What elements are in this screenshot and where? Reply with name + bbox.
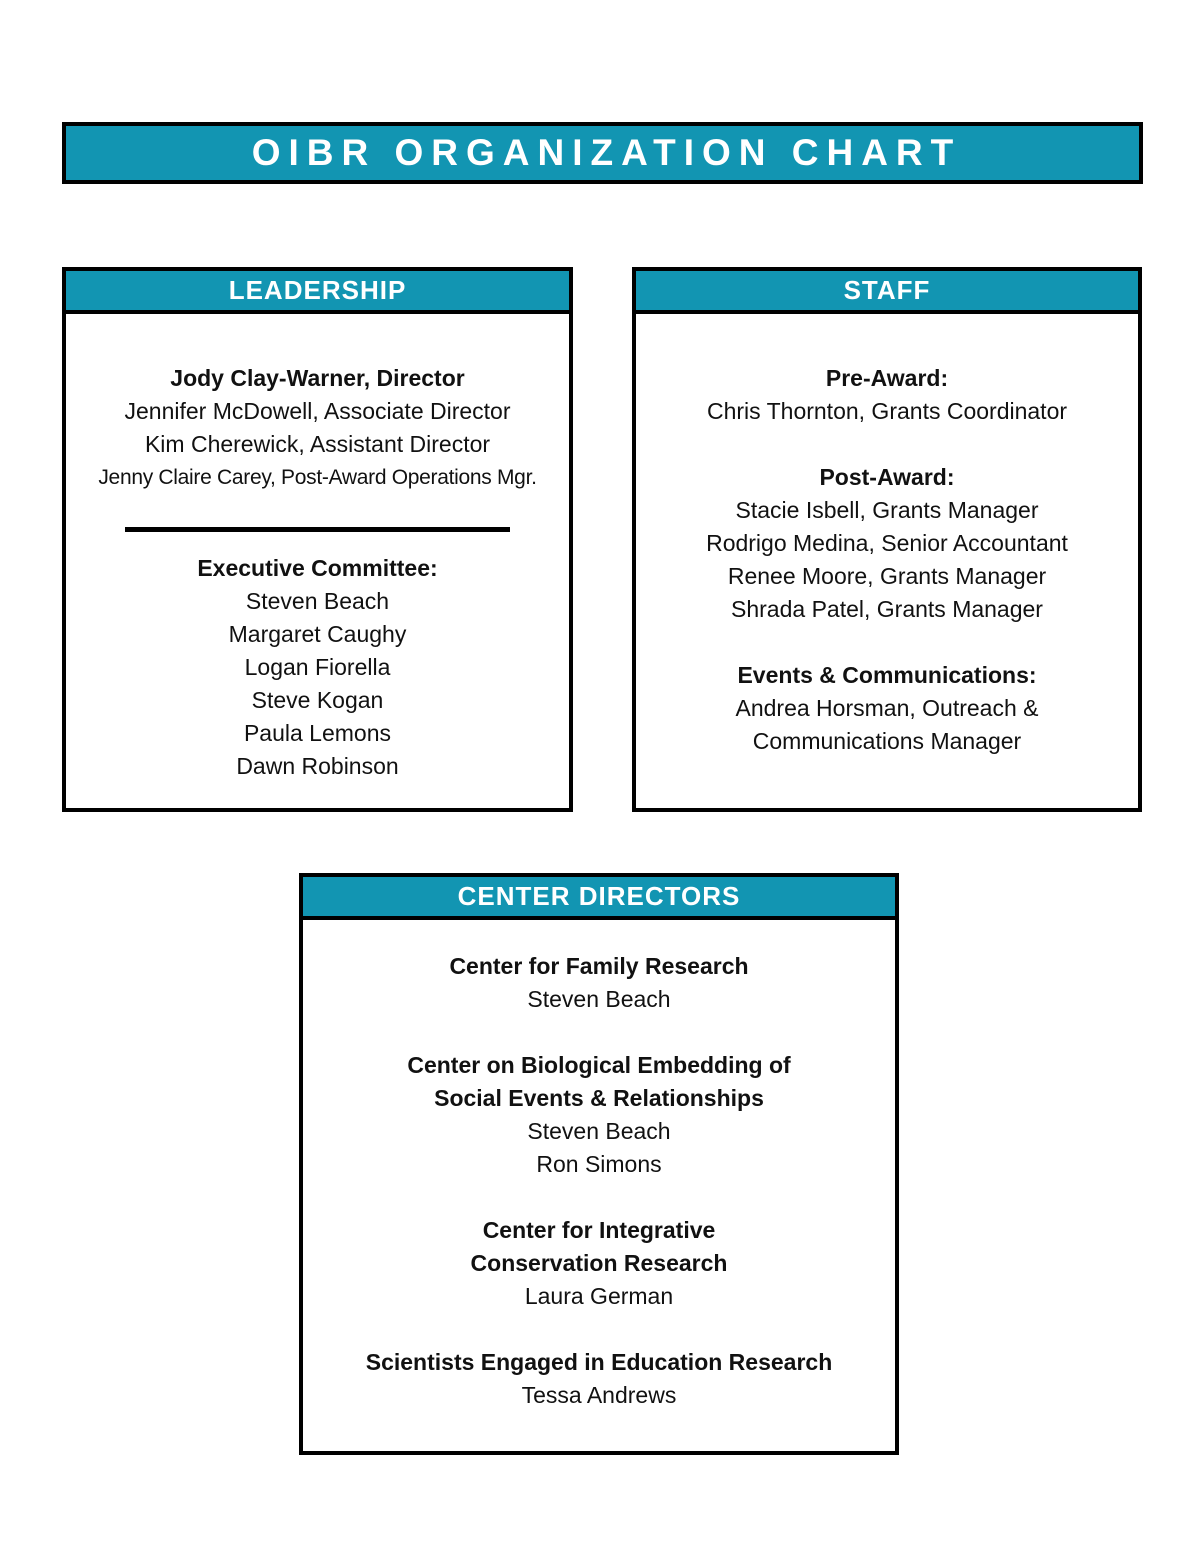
executive-committee-title: Executive Committee:	[197, 555, 438, 581]
staff-member: Renee Moore, Grants Manager	[727, 563, 1047, 589]
leadership-leaders-section	[66, 362, 569, 494]
staff-box-body	[636, 314, 1138, 758]
staff-member: Stacie Isbell, Grants Manager	[735, 497, 1039, 523]
committee-member: Paula Lemons	[243, 720, 392, 746]
center-directors-box-header	[303, 877, 895, 920]
leadership-box-body	[66, 314, 569, 783]
staff-section-pre-award	[636, 362, 1138, 428]
committee-member: Dawn Robinson	[236, 753, 399, 779]
center-title-line: Center for Family Research	[449, 953, 749, 979]
center-section-biological-embedding	[303, 1049, 895, 1181]
staff-member: Shrada Patel, Grants Manager	[731, 596, 1043, 622]
leadership-divider	[125, 527, 510, 532]
center-title-line: Social Events & Relationships	[434, 1085, 764, 1111]
staff-box	[632, 267, 1142, 812]
staff-box-header	[636, 271, 1138, 314]
leadership-box	[62, 267, 573, 812]
leadership-header-label: LEADERSHIP	[228, 275, 407, 305]
staff-member: Communications Manager	[752, 728, 1022, 754]
leader-line: Kim Cherewick, Assistant Director	[144, 431, 491, 457]
leader-line: Jennifer McDowell, Associate Director	[124, 398, 511, 424]
leader-line: Jody Clay-Warner, Director	[170, 365, 465, 391]
staff-section-title: Pre-Award:	[825, 365, 949, 391]
page-title: OIBR ORGANIZATION CHART	[251, 132, 962, 173]
staff-member: Rodrigo Medina, Senior Accountant	[706, 530, 1068, 556]
center-title-line: Center for Integrative	[482, 1217, 716, 1243]
committee-member: Steve Kogan	[251, 687, 384, 713]
executive-committee-section	[66, 552, 569, 783]
staff-header-label: STAFF	[843, 275, 931, 305]
committee-member: Steven Beach	[245, 588, 390, 614]
center-section-integrative-conservation	[303, 1214, 895, 1313]
org-chart-title-banner	[62, 122, 1143, 184]
center-directors-box-body	[303, 920, 895, 1412]
center-section-education-research	[303, 1346, 895, 1412]
staff-member: Andrea Horsman, Outreach &	[735, 695, 1039, 721]
staff-section-title: Post-Award:	[819, 464, 955, 490]
staff-section-events-communications	[636, 659, 1138, 758]
staff-section-post-award	[636, 461, 1138, 626]
center-director: Tessa Andrews	[521, 1382, 677, 1408]
staff-member: Chris Thornton, Grants Coordinator	[706, 398, 1068, 424]
leadership-box-header	[66, 271, 569, 314]
center-directors-box	[299, 873, 899, 1455]
center-section-family-research	[303, 950, 895, 1016]
center-directors-header-label: CENTER DIRECTORS	[457, 881, 741, 911]
committee-member: Logan Fiorella	[244, 654, 391, 680]
center-director: Steven Beach	[527, 1118, 671, 1144]
staff-section-title: Events & Communications:	[737, 662, 1037, 688]
center-title-line: Scientists Engaged in Education Research	[365, 1349, 833, 1375]
center-director: Laura German	[524, 1283, 674, 1309]
center-director: Ron Simons	[536, 1151, 662, 1177]
center-title-line: Center on Biological Embedding of	[407, 1052, 791, 1078]
center-title-line: Conservation Research	[470, 1250, 728, 1276]
committee-member: Margaret Caughy	[228, 621, 407, 647]
leader-line: Jenny Claire Carey, Post-Award Operations Mgr.	[98, 466, 537, 489]
center-director: Steven Beach	[527, 986, 671, 1012]
